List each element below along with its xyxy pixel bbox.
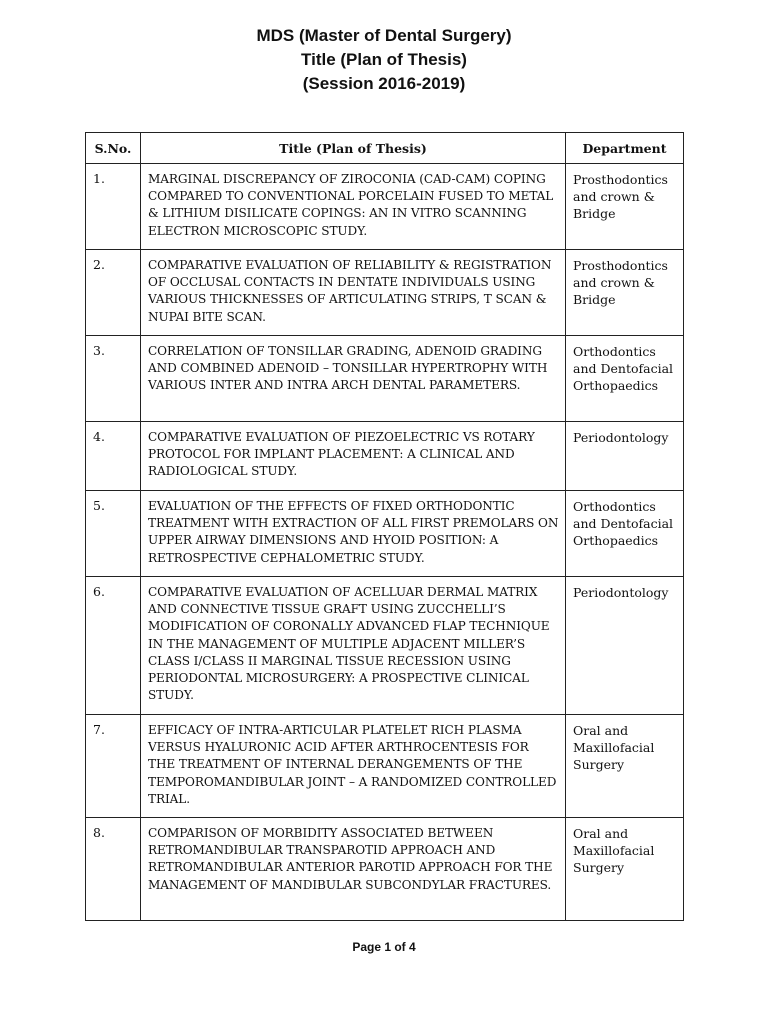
document-subtitle: Title (Plan of Thesis): [301, 50, 467, 69]
thesis-table: [85, 132, 684, 921]
row-title: EVALUATION OF THE EFFECTS OF FIXED ORTHODONTIC TREATMENT WITH EXTRACTION OF ALL FIRST PREMOLARS ON UPPER AIRWAY DIMENSIONS AND HYOID POSITION: A RETROSPECTIVE CEPHALOMETRIC STUDY.: [141, 491, 566, 577]
session-label: (Session 2016-2019): [302, 74, 466, 93]
table-row: [86, 491, 684, 577]
table-header-row: [86, 133, 684, 164]
row-title: COMPARATIVE EVALUATION OF ACELLUAR DERMAL MATRIX AND CONNECTIVE TISSUE GRAFT USING ZUCCHELLI’S MODIFICATION OF CORONALLY ADVANCED FLAP TECHNIQUE IN THE MANAGEMENT OF MULTIPLE ADJACENT MILLER’S CLASS I/CLASS II MARGINAL TISSUE RECESSION USING PERIODONTAL MICROSURGERY: A PROSPECTIVE CLINICAL STUDY.: [141, 577, 566, 715]
row-sno: 2.: [86, 250, 141, 336]
row-sno: 8.: [86, 818, 141, 921]
row-title: COMPARISON OF MORBIDITY ASSOCIATED BETWEEN RETROMANDIBULAR TRANSPAROTID APPROACH AND RETROMANDIBULAR ANTERIOR PAROTID APPROACH FOR THE MANAGEMENT OF MANDIBULAR SUBCONDYLAR FRACTURES.: [141, 818, 566, 921]
row-department: Orthodontics and Dentofacial Orthopaedics: [566, 491, 684, 577]
row-sno: 5.: [86, 491, 141, 577]
row-sno: 3.: [86, 336, 141, 422]
column-header-sno: S.No.: [86, 133, 141, 164]
row-title: MARGINAL DISCREPANCY OF ZIROCONIA (CAD-CAM) COPING COMPARED TO CONVENTIONAL PORCELAIN FUSED TO METAL & LITHIUM DISILICATE COPINGS: AN IN VITRO SCANNING ELECTRON MICROSCOPIC STUDY.: [141, 164, 566, 250]
row-department: Prosthodontics and crown & Bridge: [566, 250, 684, 336]
row-department: Orthodontics and Dentofacial Orthopaedics: [566, 336, 684, 422]
row-department: Oral and Maxillofacial Surgery: [566, 715, 684, 818]
row-department: Periodontology: [566, 422, 684, 491]
table-row: [86, 577, 684, 715]
row-sno: 7.: [86, 715, 141, 818]
row-title: EFFICACY OF INTRA-ARTICULAR PLATELET RICH PLASMA VERSUS HYALURONIC ACID AFTER ARTHROCENTESIS FOR THE TREATMENT OF INTERNAL DERANGEMENTS OF THE TEMPOROMANDIBULAR JOINT – A RANDOMIZED CONTROLLED TRIAL.: [141, 715, 566, 818]
row-title: COMPARATIVE EVALUATION OF PIEZOELECTRIC VS ROTARY PROTOCOL FOR IMPLANT PLACEMENT: A CLINICAL AND RADIOLOGICAL STUDY.: [141, 422, 566, 491]
document-header: [0, 24, 768, 96]
row-department: Oral and Maxillofacial Surgery: [566, 818, 684, 921]
table-row: [86, 422, 684, 491]
row-sno: 1.: [86, 164, 141, 250]
page-number: Page 1 of 4: [352, 940, 416, 954]
row-sno: 6.: [86, 577, 141, 715]
row-department: Periodontology: [566, 577, 684, 715]
table-row: [86, 715, 684, 818]
table-row: [86, 250, 684, 336]
row-department: Prosthodontics and crown & Bridge: [566, 164, 684, 250]
row-title: CORRELATION OF TONSILLAR GRADING, ADENOID GRADING AND COMBINED ADENOID – TONSILLAR HYPERTROPHY WITH VARIOUS INTER AND INTRA ARCH DENTAL PARAMETERS.: [141, 336, 566, 422]
row-sno: 4.: [86, 422, 141, 491]
table-row: [86, 164, 684, 250]
document-title: MDS (Master of Dental Surgery): [256, 26, 512, 45]
table-row: [86, 336, 684, 422]
column-header-title: Title (Plan of Thesis): [141, 133, 566, 164]
table-row: [86, 818, 684, 921]
column-header-department: Department: [566, 133, 684, 164]
row-title: COMPARATIVE EVALUATION OF RELIABILITY & REGISTRATION OF OCCLUSAL CONTACTS IN DENTATE INDIVIDUALS USING VARIOUS THICKNESSES OF ARTICULATING STRIPS, T SCAN & NUPAI BITE SCAN.: [141, 250, 566, 336]
